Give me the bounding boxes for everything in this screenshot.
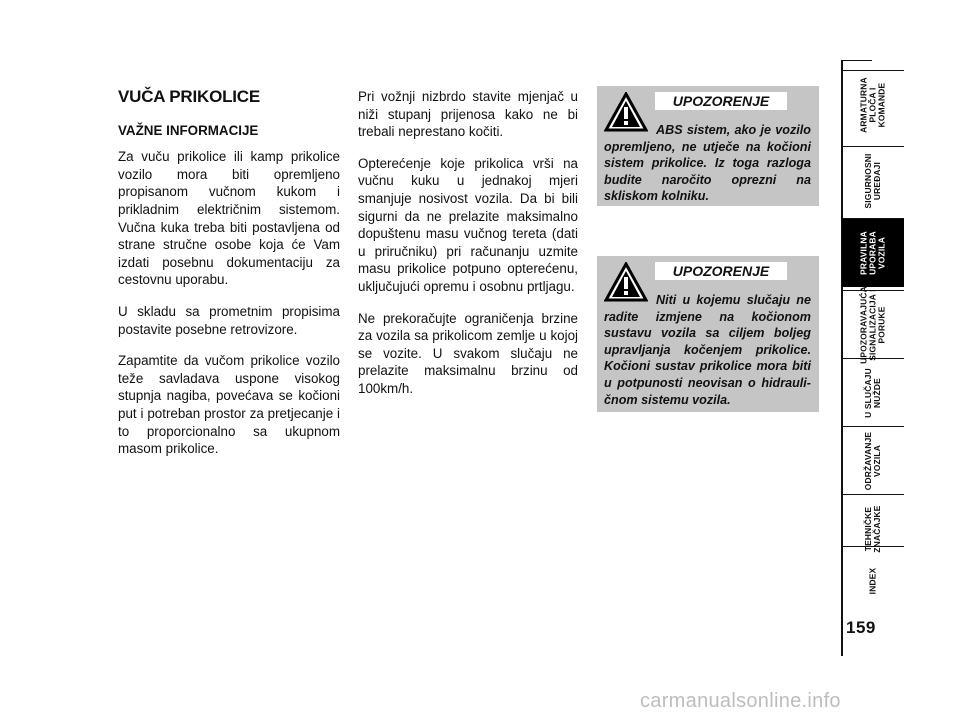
- paragraph: Pri vožnji nizbrdo stavite mjenjač u niži stupanj prijenosa kako ne bi trebali neprestano kočiti.: [358, 89, 578, 140]
- warning-text: ABS sistem, ako je vozilo opremljeno, ne utječe na kočioni sistem prikolice. Iz toga razloga budite naročito oprezni na skliskom kolniku.: [604, 123, 811, 204]
- tab-index[interactable]: [842, 546, 904, 615]
- tab-label: SIGURNOSNI UREĐAJI: [863, 153, 882, 209]
- tab-label: UPOZORAVAJUĆA SIGNALIZACIJA I PORUKE: [858, 286, 887, 364]
- tab-sigurnosni-uredaji[interactable]: [842, 146, 904, 215]
- tab-label: PRAVILNA UPORABA VOZILA: [858, 231, 887, 275]
- page-number: 159: [846, 618, 876, 637]
- tab-label: ODRŽAVANJE VOZILA: [863, 431, 882, 491]
- warning-box: [597, 86, 819, 206]
- warning-box: [597, 256, 819, 412]
- section-subheading: VAŽNE INFORMACIJE: [118, 122, 259, 138]
- tab-pravilna-uporaba[interactable]: [842, 218, 904, 287]
- warning-text: Niti u kojemu slučaju ne radite izmjene na kočionom sustavu vozila sa ciljem boljeg upravljanja kočenjem prikolice. Kočioni sustav prikolice mora biti u potpunosti neovisan o hidrauli-čnom sistemu vozila.: [604, 293, 811, 407]
- tab-label: TEHNIČKE ZNAČAJKE: [863, 505, 882, 553]
- tab-armaturna-ploca[interactable]: [842, 70, 904, 139]
- text-column-2: [358, 88, 578, 412]
- text-column-1: [118, 88, 340, 472]
- tab-odrzavanje-vozila[interactable]: [842, 426, 904, 495]
- tab-rail-cap: [842, 60, 872, 61]
- tab-label: ARMATURNA PLOČA I KOMANDE: [858, 77, 887, 133]
- paragraph: Zapamtite da vučom prikolice vozilo teže savladava uspone visokog stupnja nagiba, povećava se kočioni put i potreban prostor za pretjecanje i to proporcionalno sa ukupnom masom prikolice.: [118, 353, 340, 457]
- tab-label: INDEX: [867, 567, 878, 595]
- warning-label: UPOZORENJE: [655, 262, 787, 280]
- paragraph: Za vuču prikolice ili kamp prikolice vozilo mora biti opremljeno propisanom vučnom kukom i prikladnim električnim sistemom. Vučna kuka treba biti postavljena od strane stručne osobe koja će Vam izdati posebnu dokumentaciju za cestovnu uporabu.: [118, 149, 340, 288]
- page-title: VUČA PRIKOLICE: [118, 87, 261, 106]
- paragraph: Ne prekoračujte ograničenja brzine za vozila sa prikolicom zemlje u kojoj se vozite. U svakom slučaju ne prelazite maksimalnu brzinu od 100km/h.: [358, 310, 578, 396]
- warning-label: UPOZORENJE: [655, 92, 787, 110]
- tab-u-slucaju-nuzde[interactable]: [842, 358, 904, 427]
- paragraph: Opterećenje koje prikolica vrši na vučnu kuku u jednakoj mjeri smanjuje nosivost vozila. Da bi bili sigurni da ne prelazite maksimalno dopuštenu masu vučnog tereta (dati u priručniku) pri računanju uzmite masu prikolice potpuno opterećenu, uključujući opremu i osobnu prtljagu.: [358, 155, 578, 294]
- watermark: carmanualsonline.info: [640, 690, 841, 712]
- tab-label: U SLUČAJU NUŽDE: [863, 368, 882, 418]
- paragraph: U skladu sa prometnim propisima postavite posebne retrovizore.: [118, 303, 340, 337]
- tab-upozoravajuca-signalizacija[interactable]: [842, 286, 904, 364]
